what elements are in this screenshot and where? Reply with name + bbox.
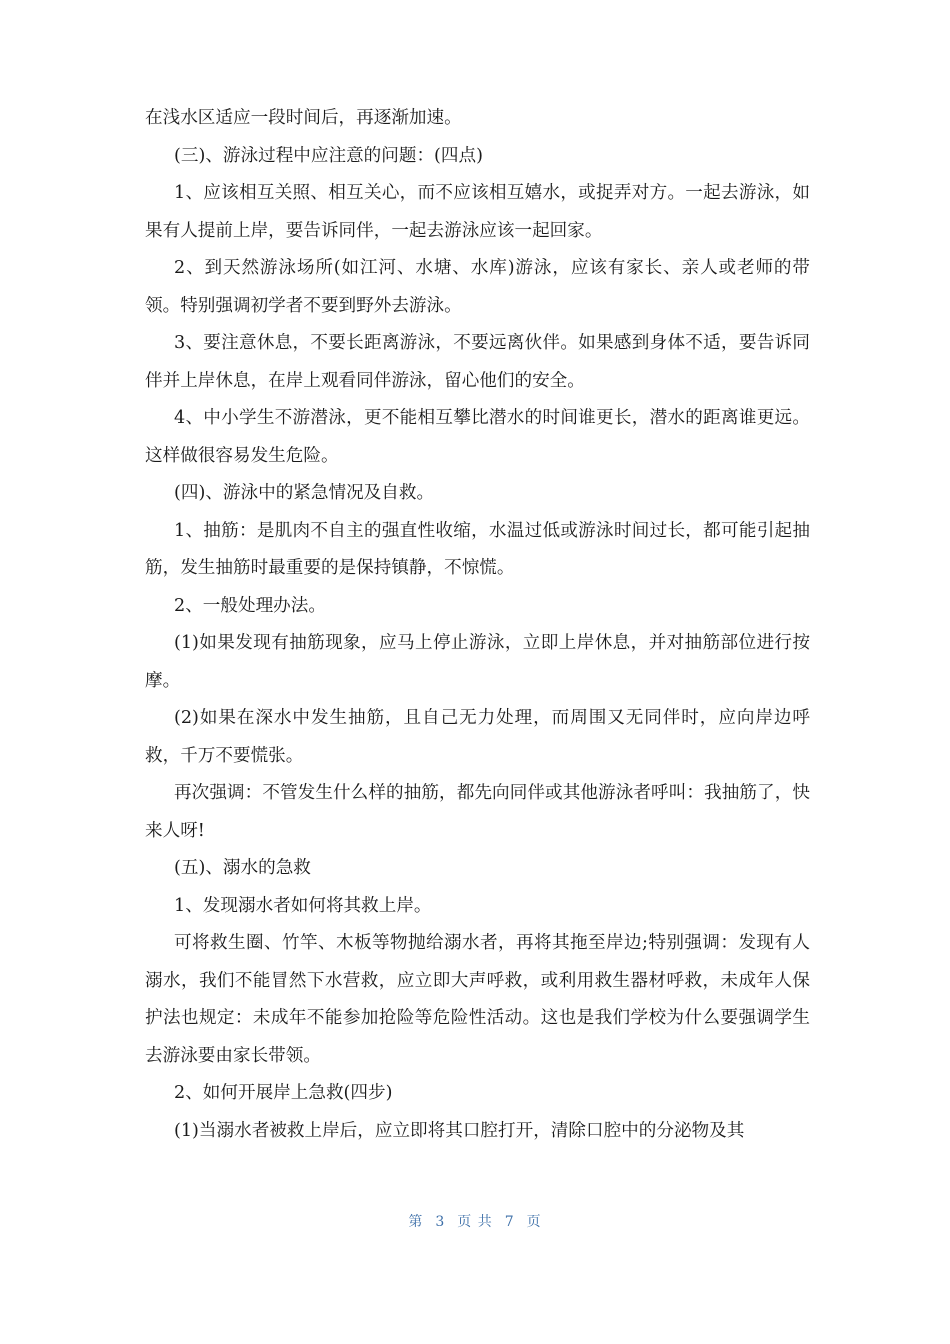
paragraph: 1、抽筋：是肌肉不自主的强直性收缩，水温过低或游泳时间过长，都可能引起抽筋，发生抽筋时最重要的是保持镇静，不惊慌。 [145,520,810,578]
section-heading: (五)、溺水的急救 [174,858,311,878]
document-body [145,100,810,1150]
paragraph: 4、中小学生不游潜泳，更不能相互攀比潜水的时间谁更长，潜水的距离谁更远。这样做很容易发生危险。 [145,408,810,466]
footer-total-pages: 7 [504,1214,515,1230]
footer-middle: 页 共 [457,1214,493,1230]
paragraph: 在浅水区适应一段时间后，再逐渐加速。 [145,108,462,128]
paragraph: 2、一般处理办法。 [174,595,326,616]
footer-prefix: 第 [408,1214,424,1230]
paragraph: 2、到天然游泳场所(如江河、水塘、水库)游泳，应该有家长、亲人或老师的带领。特别强调初学者不要到野外去游泳。 [145,258,810,316]
footer-current-page: 3 [435,1214,446,1230]
paragraph: 1、应该相互关照、相互关心，而不应该相互嬉水，或捉弄对方。一起去游泳，如果有人提前上岸，要告诉同伴，一起去游泳应该一起回家。 [145,183,810,241]
paragraph: 可将救生圈、竹竿、木板等物抛给溺水者，再将其拖至岸边;特别强调：发现有人溺水，我们不能冒然下水营救，应立即大声呼救，或利用救生器材呼救，未成年人保护法也规定：未成年不能参加抢险等危险性活动。这也是我们学校为什么要强调学生去游泳要由家长带领。 [145,933,810,1066]
paragraph: 1、发现溺水者如何将其救上岸。 [174,895,432,916]
paragraph: (1)当溺水者被救上岸后，应立即将其口腔打开，清除口腔中的分泌物及其 [174,1120,745,1141]
section-heading: (三)、游泳过程中应注意的问题：(四点) [174,145,483,166]
section-heading: (四)、游泳中的紧急情况及自救。 [174,483,435,503]
paragraph: (2)如果在深水中发生抽筋，且自己无力处理，而周围又无同伴时，应向岸边呼救，千万不要慌张。 [145,708,810,766]
paragraph: 再次强调：不管发生什么样的抽筋，都先向同伴或其他游泳者呼叫：我抽筋了，快来人呀! [145,783,810,841]
page-footer [0,1208,950,1236]
footer-suffix: 页 [526,1214,542,1230]
paragraph: (1)如果发现有抽筋现象，应马上停止游泳，立即上岸休息，并对抽筋部位进行按摩。 [145,633,810,691]
paragraph: 3、要注意休息，不要长距离游泳，不要远离伙伴。如果感到身体不适，要告诉同伴并上岸休息，在岸上观看同伴游泳，留心他们的安全。 [145,333,810,391]
paragraph: 2、如何开展岸上急救(四步) [174,1083,393,1103]
